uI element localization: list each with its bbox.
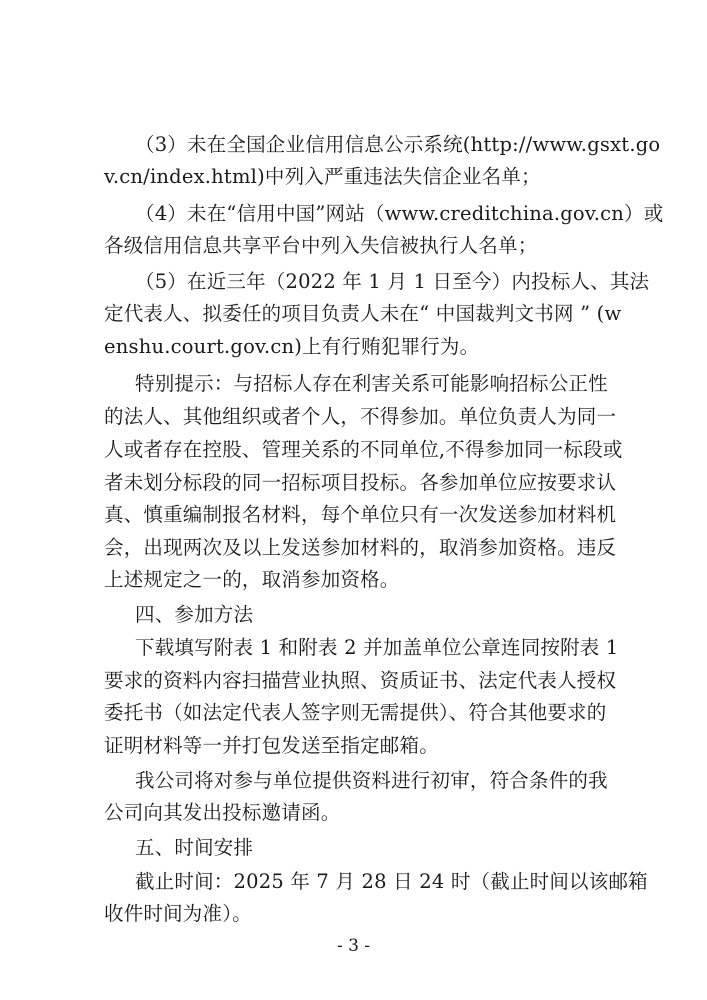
paragraph-line: 证明材料等一并打包发送至指定邮箱。: [104, 734, 439, 757]
paragraph-line: 人或者存在控股、管理关系的不同单位,不得参加同一标段或: [104, 438, 623, 461]
paragraph-line: 者未划分标段的同一招标项目投标。各参加单位应按要求认: [104, 471, 617, 494]
paragraph-line: 真、慎重编制报名材料，每个单位只有一次发送参加材料机: [104, 503, 617, 526]
paragraph-line: 上述规定之一的，取消参加资格。: [104, 568, 400, 591]
section-heading: 五、时间安排: [135, 836, 254, 859]
paragraph-line: 下载填写附表 1 和附表 2 并加盖单位公章连同按附表 1: [135, 636, 619, 659]
paragraph-line: （3）未在全国企业信用信息公示系统(http://www.gsxt.go: [135, 133, 661, 156]
paragraph-line: （4）未在“信用中国”网站（www.creditchina.gov.cn）或: [135, 202, 664, 225]
paragraph-line: 的法人、其他组织或者个人，不得参加。单位负责人为同一: [104, 405, 617, 428]
section-heading: 四、参加方法: [135, 603, 254, 626]
paragraph-line: （5）在近三年（2022 年 1 月 1 日至今）内投标人、其法: [135, 270, 650, 293]
page-number: - 3 -: [336, 936, 371, 956]
paragraph-line: 特别提示：与招标人存在利害关系可能影响招标公正性: [135, 372, 608, 395]
paragraph-line: 我公司将对参与单位提供资料进行初审，符合条件的我: [135, 769, 608, 792]
paragraph-line: 各级信用信息共享平台中列入失信被执行人名单；: [104, 234, 538, 257]
paragraph-line: 截止时间：2025 年 7 月 28 日 24 时（截止时间以该邮箱: [135, 870, 648, 893]
paragraph-line: v.cn/index.html)中列入严重违法失信企业名单；: [104, 165, 541, 188]
paragraph-line: enshu.court.gov.cn)上有行贿犯罪行为。: [104, 335, 480, 358]
paragraph-line: 会，出现两次及以上发送参加材料的，取消参加资格。违反: [104, 536, 617, 559]
paragraph-line: 委托书（如法定代表人签字则无需提供）、符合其他要求的: [104, 701, 607, 724]
paragraph-line: 收件时间为准）。: [104, 902, 252, 925]
paragraph-line: 定代表人、拟委任的项目负责人未在“ 中国裁判文书网 ” (w: [104, 302, 622, 325]
paragraph-line: 公司向其发出投标邀请函。: [104, 801, 341, 824]
paragraph-line: 要求的资料内容扫描营业执照、资质证书、法定代表人授权: [104, 669, 617, 692]
